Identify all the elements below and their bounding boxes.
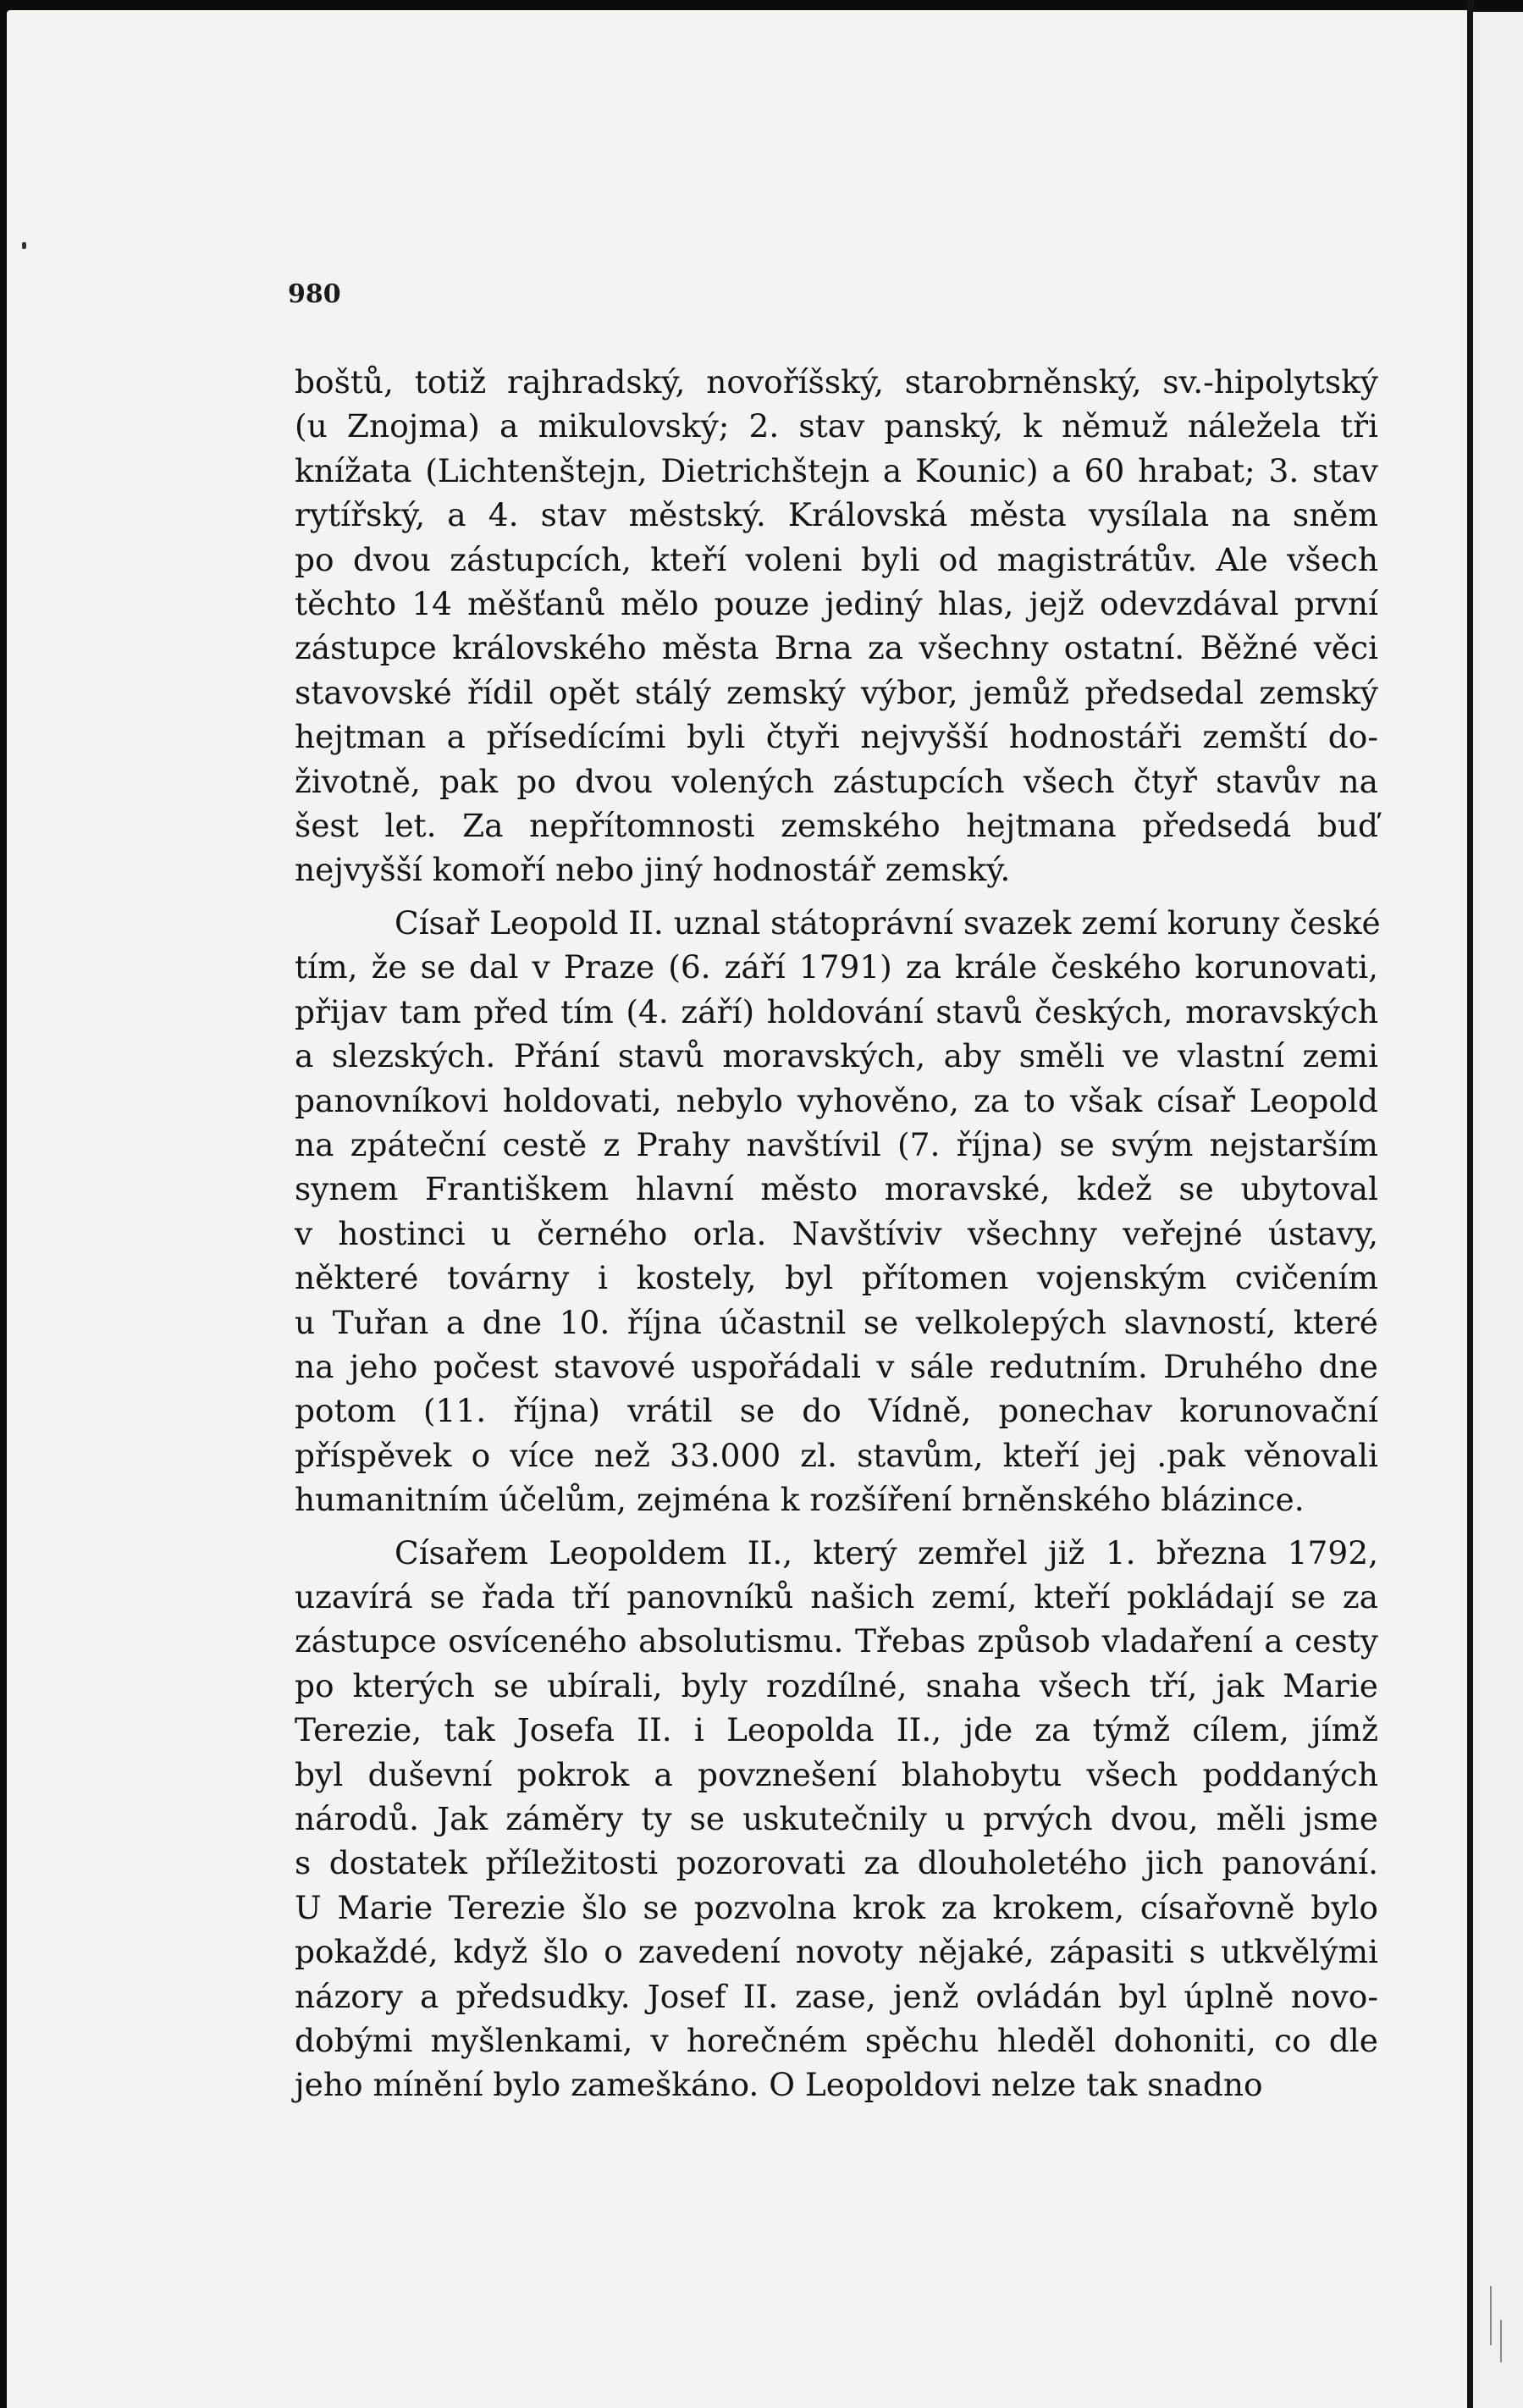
text-line: synem Františkem hlavní město moravské, kdež se ubytoval xyxy=(295,1170,1378,1208)
text-line: těchto 14 měšťanů mělo pouze jediný hlas, jejž odevzdával první xyxy=(295,585,1378,623)
text-line: Terezie, tak Josefa II. i Leopolda II., jde za týmž cílem, jímž xyxy=(295,1711,1378,1749)
text-line: u Tuřan a dne 10. října účastnil se velkolepých slavností, které xyxy=(295,1303,1378,1341)
text-line: Císař Leopold II. uznal státoprávní svazek zemí koruny české xyxy=(395,903,1381,942)
text-line: jeho mínění bylo zameškáno. O Leopoldovi nelze tak snadno xyxy=(295,2066,1263,2104)
text-line: rytířský, a 4. stav městský. Královská města vysílala na sněm xyxy=(295,496,1378,534)
text-line: byl duševní pokrok a povznešení blahobytu všech poddaných xyxy=(295,1755,1378,1793)
next-page-edge xyxy=(1473,12,1523,2408)
text-line: zástupce královského města Brna za všechny ostatní. Běžné věci xyxy=(295,629,1378,667)
text-line: knížata (Lichtenštejn, Dietrichštejn a Kounic) a 60 hrabat; 3. stav xyxy=(295,451,1378,489)
edge-mark xyxy=(1490,2286,1492,2345)
text-line: pokaždé, když šlo o zavedení novoty nějaké, zápasiti s utkvělými xyxy=(295,1933,1378,1971)
text-line: tím, že se dal v Praze (6. září 1791) za krále českého korunovati, xyxy=(295,948,1378,986)
text-line: na jeho počest stavové uspořádali v sále redutním. Druhého dne xyxy=(295,1347,1378,1385)
text-line: humanitním účelům, zejména k rozšíření brněnského blázince. xyxy=(295,1481,1305,1519)
paragraph-gap xyxy=(295,892,1378,901)
text-line: (u Znojma) a mikulovský; 2. stav panský, k němuž náležela tři xyxy=(295,407,1378,445)
text-line: hejtman a přísedícími byli čtyři nejvyšší hodnostáři zemští do- xyxy=(295,718,1378,756)
text-line: některé továrny i kostely, byl přítomen vojenským cvičením xyxy=(295,1259,1378,1297)
text-line: šest let. Za nepřítomnosti zemského hejtmana předsedá buď xyxy=(295,807,1378,845)
text-line: uzavírá se řada tří panovníků našich zemí, kteří pokládají se za xyxy=(295,1577,1378,1615)
text-line: a slezských. Přání stavů moravských, aby směli ve vlastní zemi xyxy=(295,1037,1378,1075)
text-line: životně, pak po dvou volených zástupcích všech čtyř stavův na xyxy=(295,762,1378,800)
text-line: v hostinci u černého orla. Navštíviv všechny veřejné ústavy, xyxy=(295,1214,1378,1252)
text-line: příspěvek o více než 33.000 zl. stavům, kteří jej .pak věnovali xyxy=(295,1436,1378,1474)
text-line: přijav tam před tím (4. září) holdování stavů českých, moravských xyxy=(295,992,1378,1030)
text-line: na zpáteční cestě z Prahy navštívil (7. října) se svým nejstarším xyxy=(295,1125,1378,1163)
text-line: boštů, totiž rajhradský, novoříšský, starobrněnský, sv.-hipolytský xyxy=(295,363,1378,400)
text-line: zástupce osvíceného absolutismu. Třebas způsob vladaření a cesty xyxy=(295,1622,1378,1660)
text-line: dobými myšlenkami, v horečném spěchu hleděl dohoniti, co dle xyxy=(295,2022,1378,2060)
text-line: po kterých se ubírali, byly rozdílné, snaha všech tří, jak Marie xyxy=(295,1666,1378,1704)
margin-speck xyxy=(22,242,26,249)
text-line: národů. Jak záměry ty se uskutečnily u prvých dvou, měli jsme xyxy=(295,1800,1378,1837)
text-line: panovníkovi holdovati, nebylo vyhověno, za to však císař Leopold xyxy=(295,1081,1378,1119)
edge-mark xyxy=(1500,2320,1502,2362)
text-line: U Marie Terezie šlo se pozvolna krok za krokem, císařovně bylo xyxy=(295,1888,1378,1926)
text-line: nejvyšší komoří nebo jiný hodnostář zemský. xyxy=(295,851,1011,889)
text-line: názory a předsudky. Josef II. zase, jenž ovládán byl úplně novo- xyxy=(295,1977,1378,2015)
text-line: s dostatek příležitosti pozorovati za dlouholetého jich panování. xyxy=(295,1844,1378,1882)
text-line: po dvou zástupcích, kteří voleni byli od magistrátův. Ale všech xyxy=(295,540,1378,578)
text-line: potom (11. října) vrátil se do Vídně, ponechav korunovační xyxy=(295,1392,1378,1430)
paragraph-gap xyxy=(295,1522,1378,1531)
text-line: stavovské řídil opět stálý zemský výbor, jemůž předsedal zemský xyxy=(295,673,1378,711)
page-number: 980 xyxy=(288,279,341,309)
text-line: Císařem Leopoldem II., který zemřel již 1. března 1792, xyxy=(395,1533,1378,1571)
body-text xyxy=(295,360,1381,2107)
